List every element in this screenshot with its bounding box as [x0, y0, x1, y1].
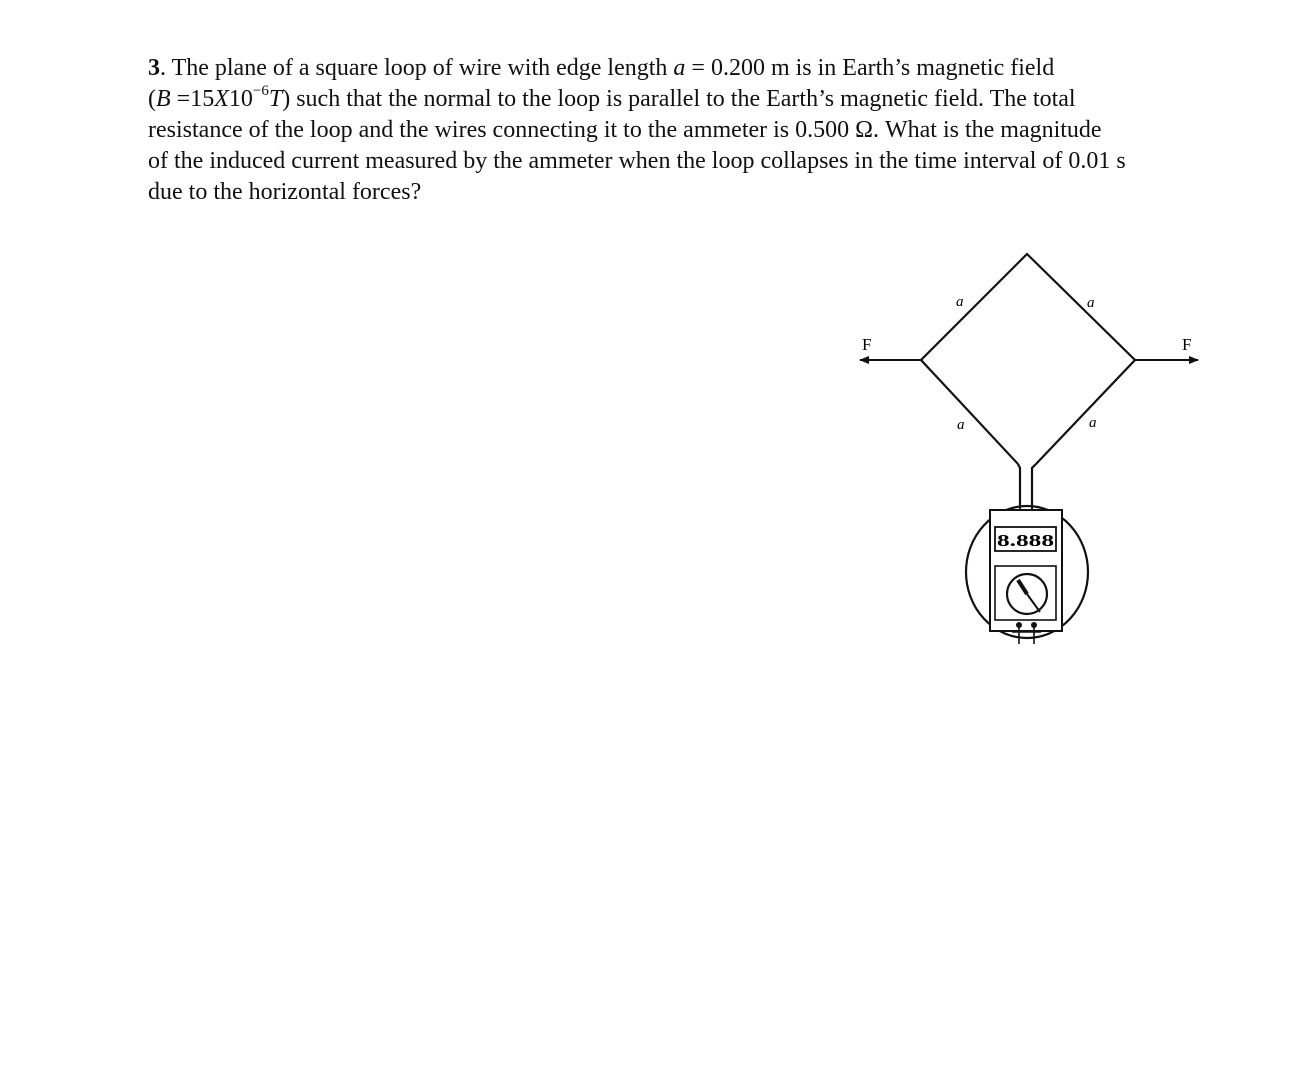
force-label-left: F	[862, 335, 872, 354]
problem-line1-b: = 0.200 m is in Earth’s magnetic field	[685, 55, 1055, 81]
field-exponent: −6	[252, 83, 269, 99]
edge-label-top-left: a	[956, 294, 964, 310]
meter-display: 8.888	[997, 531, 1054, 550]
problem-text	[148, 53, 1228, 208]
field-variable: B	[156, 86, 171, 112]
edge-label-top-right: a	[1087, 295, 1095, 311]
tesla-unit: T	[268, 86, 283, 112]
problem-line5: due to the horizontal forces?	[148, 179, 422, 205]
edge-label-bottom-left: a	[957, 417, 965, 433]
edge-label-bottom-right: a	[1089, 415, 1097, 431]
problem-number: 3	[148, 55, 160, 81]
problem-line1-a: . The plane of a square loop of wire with edge length	[160, 55, 674, 81]
problem-line4: of the induced current measured by the ammeter when the loop collapses in the time interval of 0.01 s	[148, 148, 1126, 174]
paren-open: (	[148, 86, 156, 112]
edge-variable: a	[673, 55, 686, 81]
square-loop	[921, 254, 1135, 505]
loop-diagram	[840, 240, 1220, 660]
problem-line2-rest: ) such that the normal to the loop is parallel to the Earth’s magnetic field. The total	[282, 86, 1076, 112]
force-label-right: F	[1182, 335, 1192, 354]
problem-line3: resistance of the loop and the wires connecting it to the ammeter is 0.500 Ω. What is the magnitude	[148, 117, 1102, 143]
ammeter	[966, 505, 1088, 644]
times-x: X	[214, 86, 229, 112]
field-equals: =15	[170, 86, 215, 112]
ten-base: 10	[228, 86, 253, 112]
